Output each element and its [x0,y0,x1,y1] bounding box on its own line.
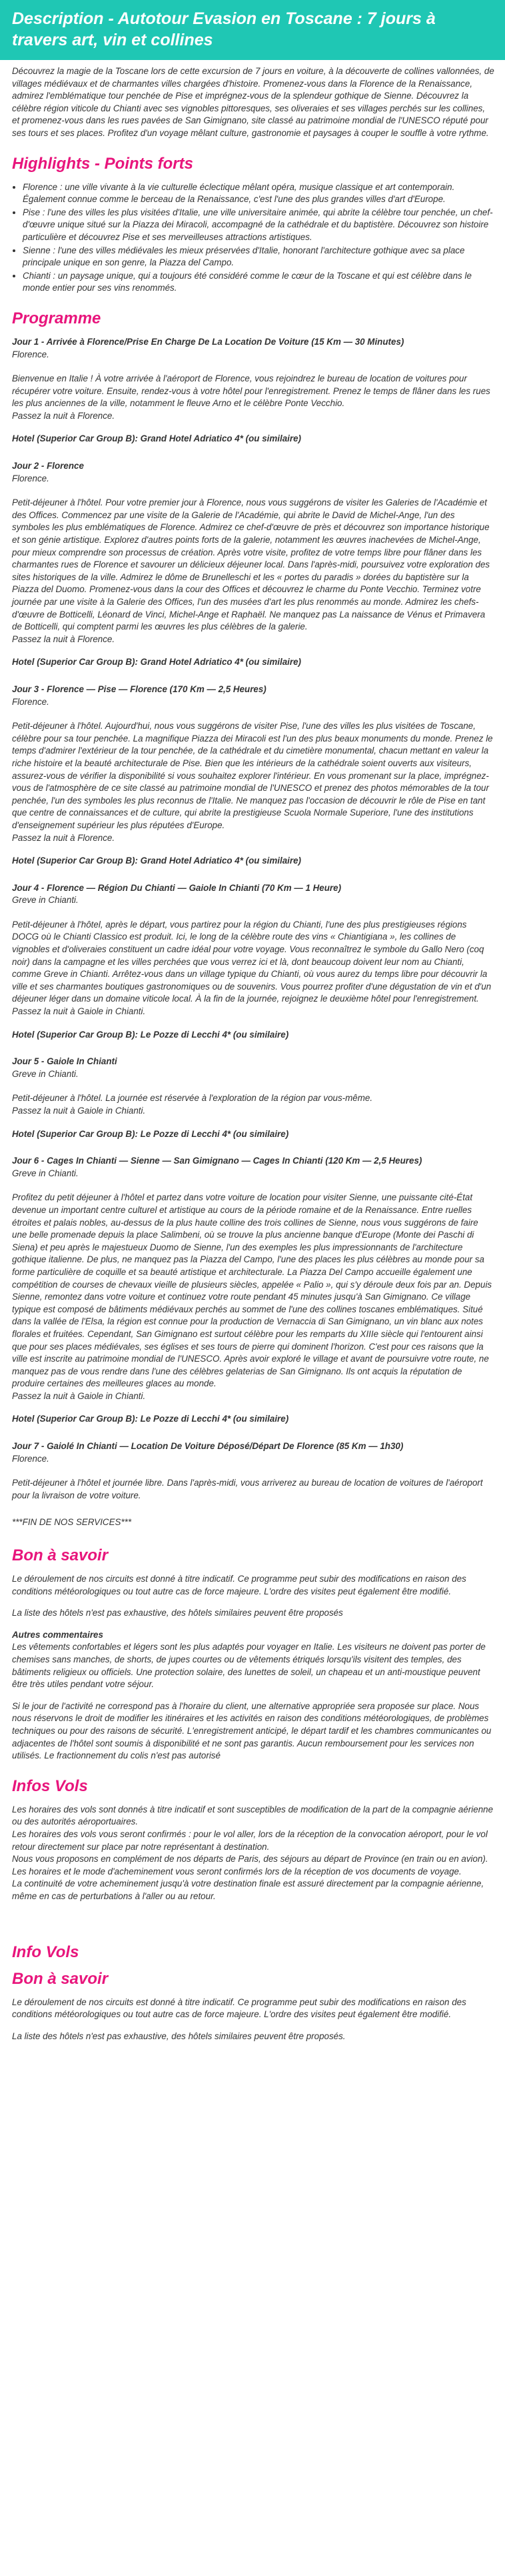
day-5 [12,1056,494,1140]
day-city: Florence. [12,696,49,707]
highlight-item: • Chianti : un paysage unique, qui a toujours été considéré comme le cœur de la Toscane et qui est célèbre dans le monde entier pour ses vins renommés. [23,270,494,295]
info-heading-2: Bon à savoir [12,1969,109,1988]
day-2 [12,460,494,669]
info-subheading: Autres commentaires [12,1629,103,1640]
day-text: Petit-déjeuner à l'hôtel. La journée est réservée à l'exploration de la région par vous-même. Passez la nuit à Gaiole in Chianti. [12,1093,373,1116]
info-text: Le déroulement de nos circuits est donné à titre indicatif. Ce programme peut subir des modifications en raison des conditions météorologiques ou tout autre cas de force majeure. L'ordre des visites peut également être modifié. [12,1997,466,2020]
day-6 [12,1155,494,1426]
spacer [12,1903,494,1928]
day-hotel: Hotel (Superior Car Group B): Le Pozze di Lecchi 4* (ou similaire) [12,1414,289,1424]
info-text: Les vêtements confortables et légers sont les plus adaptés pour voyager en Italie. Les visiteurs ne doivent pas porter de chemises sans manches, de shorts, de jupes courtes ou de vêtements étriqués lorsqu'ils visitent des temples, des bâtiments religieux ou officiels. Une protection solaire, des lunettes de soleil, un chapeau et un anti-moustique peuvent être très utiles pendant votre séjour. [12,1642,486,1690]
day-city: Florence. [12,473,49,483]
highlight-item: • Pise : l'une des villes les plus visitées d'Italie, une ville universitaire animée, qui abrite la célèbre tour penchée, un chef-d'œuvre unique situé sur la Piazza dei Miracoli, accompagné de la cathédrale et du baptistère. Découvrez son histoire particulière et découvrez Pise et ses merveilleuses attractions artistiques. [23,207,494,244]
day-7 [12,1440,494,1502]
vols-text: La continuité de votre acheminement jusqu'à votre destination finale est assuré directement par la compagnie aérienne, même en cas de perturbations à l'aller ou au retour. [12,1878,484,1901]
day-1 [12,336,494,445]
day-city: Florence. [12,349,49,359]
info-text: Si le jour de l'activité ne correspond pas à l'horaire du client, une alternative appropriée sera proposée sur place. Nous nous réservons le droit de modifier les itinéraires et les activités en raison des conditions météorologiques, de problèmes techniques ou pour des raisons de sécurité. L'enregistrement anticipé, le départ tardif et les chambres communicantes ou adjacentes de l'hôtel sont soumis à disponibilité et ne sont pas garantis. Aucun remboursement pour les services non utilisés. Le fractionnement du colis n'est pas autorisé [12,1700,492,1761]
highlights-list [12,181,494,295]
day-title: Jour 1 - Arrivée à Florence/Prise En Charge De La Location De Voiture (15 Km — 30 Minutes) [12,336,404,347]
day-hotel: Hotel (Superior Car Group B): Grand Hotel Adriatico 4* (ou similaire) [12,433,302,444]
day-title: Jour 2 - Florence [12,461,84,471]
highlights-heading: Highlights - Points forts [12,154,193,173]
day-city: Greve in Chianti. [12,1068,79,1079]
vols-text: Les horaires des vols sont donnés à titre indicatif et sont susceptibles de modification de la part de la compagnie aérienne ou des autorités aéroportuaires. [12,1804,494,1827]
day-text: Petit-déjeuner à l'hôtel. Aujourd'hui, nous vous suggérons de visiter Pise, l'une des villes les plus visitées de Toscane, célèbre pour sa tour penchée. La magnifique Piazza dei Miracoli est l'un des plus beaux monuments du monde. Prenez le temps d'admirer l'extérieur de la tour penchée, de la cathédrale et du cimetière monumental, chacun mettant en valeur la riche histoire et la beauté architecturale de Pise. Bien que les intérieurs de la cathédrale soient ouverts aux visiteurs, assurez-vous de vérifier la disponibilité si vous souhaitez explorer l'intérieur. En vous promenant sur la place, imprégnez-vous de l'atmosphère de ce site classé au patrimoine mondial de l'UNESCO et prenez des photos mémorables de la tour penchée, l'un des symboles les plus reconnus de l'Italie. Ne manquez pas l'occasion de découvrir le rôle de Pise en tant que centre de connaissances et de culture, qui abrite la prestigieuse Scuola Normale Superiore, l'une des institutions d'enseignement supérieur les plus réputées d'Europe. Passez la nuit à Florence. [12,721,493,843]
day-hotel: Hotel (Superior Car Group B): Le Pozze di Lecchi 4* (ou similaire) [12,1029,289,1040]
day-city: Greve in Chianti. [12,1168,79,1178]
day-text: Petit-déjeuner à l'hôtel, après le départ, vous partirez pour la région du Chianti, l'une des plus prestigieuses régions DOCG où le Chianti Classico est produit. Ici, le long de la célèbre route des vins « Chiantigiana », les collines de vignobles et d'oliveraies constituent un cadre idéal pour votre voyage. Vous reconnaîtrez le symbole du Gallo Nero (coq noir) dans la campagne et les villes perchées que vous verrez ici et là, dont beaucoup doivent leur nom au Chianti, comme Greve in Chianti. Arrêtez-vous dans un village typique du Chianti, où vous aurez du temps libre pour découvrir la ville et ses charmantes boutiques gastronomiques ou de souvenirs. Vous pourrez profiter d'une dégustation de vin et d'un déjeuner léger dans un domaine viticole local. À la fin de la journée, rejoignez le deuxième hôtel pour l'enregistrement. Passez la nuit à Gaiole in Chianti. [12,919,492,1017]
main-content [0,60,505,2043]
vols-text: Nous vous proposons en complément de nos départs de Paris, des séjours au départ de Province (en train ou en avion). Les horaires et le mode d'acheminement vous seront confirmés lors de la réception de vos documents de voyage. [12,1854,488,1876]
vols-heading-2: Info Vols [12,1943,79,1961]
vols-text: Les horaires des vols vous seront confirmés : pour le vol aller, lors de la réception de la convocation aéroport, pour le vol retour directement sur place par notre représentant à destination. [12,1828,488,1852]
day-hotel: Hotel (Superior Car Group B): Le Pozze di Lecchi 4* (ou similaire) [12,1128,289,1139]
highlight-item: • Sienne : l'une des villes médiévales les mieux préservées d'Italie, honorant l'architecture gothique avec sa place principale unique en son genre, la Piazza del Campo. [23,245,494,269]
day-3 [12,684,494,868]
intro-text: Découvrez la magie de la Toscane lors de cette excursion de 7 jours en voiture, à la découverte de collines vallonnées, de villages médiévaux et de charmantes villes chargées d'histoire. Promenez-vous dans la Florence de la Renaissance, admirez l'emblématique tour penchée de Pise et imprégnez-vous de la splendeur gothique de Sienne. Découvrez la célèbre région viticole du Chianti avec ses vignobles pittoresques, ses oliveraies et ses villages perchés sur les collines, et promenez-vous dans les rues pavées de San Gimignano, site classé au patrimoine mondial de l'UNESCO réputé pour ses tours et ses places. Profitez d'un voyage mêlant culture, gastronomie et paysages à couper le souffle à votre rythme. [12,66,494,138]
page-title: Description - Autotour Evasion en Toscane : 7 jours à travers art, vin et collines [0,0,505,60]
vols-heading: Infos Vols [12,1776,88,1795]
info-text: La liste des hôtels n'est pas exhaustive, des hôtels similaires peuvent être proposés. [12,2031,346,2041]
day-title: Jour 7 - Gaiolé In Chianti — Location De Voiture Déposé/Départ De Florence (85 Km — 1h30) [12,1441,404,1452]
day-title: Jour 6 - Cages In Chianti — Sienne — San Gimignano — Cages In Chianti (120 Km — 2,5 Heures) [12,1156,422,1166]
info-heading: Bon à savoir [12,1546,109,1565]
day-title: Jour 3 - Florence — Pise — Florence (170 Km — 2,5 Heures) [12,684,266,694]
day-city: Florence. [12,1453,49,1464]
info-text: Le déroulement de nos circuits est donné à titre indicatif. Ce programme peut subir des modifications en raison des conditions météorologiques ou tout autre cas de force majeure. L'ordre des visites peut également être modifié. [12,1574,466,1596]
day-text: Profitez du petit déjeuner à l'hôtel et partez dans votre voiture de location pour visiter Sienne, une puissante cité-État devenue un important centre culturel et artistique au cours de la période romaine et de la Renaissance. Entre ruelles étroites et palais nobles, au-dessus de la plus haute colline des trois collines de Sienne, nous vous suggérons de faire une belle promenade depuis la place Salimbeni, où se trouve la plus ancienne banque d'Europe (Monte dei Paschi di Siena) et peu après le majestueux Duomo de Sienne, l'un des exemples les plus impressionnants de l'architecture gothique italienne. De plus, ne manquez pas la Piazza del Campo, l'une des places les plus célèbres au monde pour sa forme particulière de coquille et sa beauté artistique et architecturale. La Piazza Del Campo accueille également une compétition de courses de chevaux vieille de plusieurs siècles, appelée « Palio », qui s'y déroule deux fois par an. Depuis Sienne, remontez dans votre voiture et continuez votre route pendant 45 minutes jusqu'à San Gimignano. Ce village typique est composé de bâtiments médiévaux perchés au sommet de l'une des collines toscanes emblématiques. Situé dans la vallée de l'Elsa, la région est connue pour la production de Vernaccia di San Gimignano, un vin blanc aux notes florales et fruitées. Cependant, San Gimignano est surtout célèbre pour les remparts du XIIIe siècle qui l'entourent ainsi que pour ses places médiévales, ses églises et ses tours de pierre qui dominent l'horizon. C'est pour ces raisons que la ville est inscrite au patrimoine mondial de l'UNESCO. Après avoir exploré le village et avant de poursuivre votre route, ne manquez pas de vous rendre dans l'une des célèbres gelaterias de San Gimignano. Ils ont acquis la réputation de produire certaines des meilleures glaces au monde. Passez la nuit à Gaiole in Chianti. [12,1192,492,1401]
day-city: Greve in Chianti. [12,895,79,906]
day-4 [12,882,494,1042]
day-text: Petit-déjeuner à l'hôtel et journée libre. Dans l'après-midi, vous arriverez au bureau de location de voitures de l'aéroport pour la livraison de votre voiture. [12,1478,483,1500]
day-hotel: Hotel (Superior Car Group B): Grand Hotel Adriatico 4* (ou similaire) [12,657,302,668]
day-title: Jour 5 - Gaiole In Chianti [12,1056,117,1067]
day-text: Petit-déjeuner à l'hôtel. Pour votre premier jour à Florence, nous vous suggérons de visiter les Galeries de l'Académie et des Offices. Commencez par une visite de la Galerie de l'Académie, qui abrite le David de Michel-Ange, l'un des symboles les plus emblématiques de Florence. Admirez ce chef-d'œuvre de près et découvrez son importance historique et son génie artistique. Explorez d'autres points forts de la galerie, notamment les œuvres inachevées de Michel-Ange, pour mieux comprendre son processus de création. Après votre visite, profitez de votre temps libre pour flâner dans les charmantes rues de Florence et savourer un délicieux déjeuner local. Dans l'après-midi, poursuivez votre exploration des sites historiques de la ville. Admirez le dôme de Brunelleschi et les « portes du paradis » dorées du baptistère sur la Piazza del Duomo. Promenez-vous dans la cour des Offices et découvrez le charme du Ponte Vecchio. Terminez votre journée par une visite à la Galerie des Offices, l'un des musées d'art les plus renommés au monde. Admirez les chefs-d'œuvre de Botticelli, Léonard de Vinci, Michel-Ange et Raphaël. Ne manquez pas La naissance de Vénus et Primavera de Botticelli, qui comptent parmi les œuvres les plus célèbres de la galerie. Passez la nuit à Florence. [12,497,490,644]
info-text: La liste des hôtels n'est pas exhaustive, des hôtels similaires peuvent être proposés [12,1608,343,1618]
highlight-item: • Florence : une ville vivante à la vie culturelle éclectique mêlant opéra, musique classique et art contemporain. Également connue comme le berceau de la Renaissance, c'est l'une des plus grandes villes d'art d'Europe. [23,181,494,206]
day-hotel: Hotel (Superior Car Group B): Grand Hotel Adriatico 4* (ou similaire) [12,856,302,866]
programme-heading: Programme [12,309,101,327]
end-of-services: ***FIN DE NOS SERVICES*** [12,1517,132,1528]
day-title: Jour 4 - Florence — Région Du Chianti — Gaiole In Chianti (70 Km — 1 Heure) [12,882,342,893]
day-text: Bienvenue en Italie ! À votre arrivée à l'aéroport de Florence, vous rejoindrez le bureau de location de voitures pour récupérer votre voiture. Ensuite, rendez-vous à votre hôtel pour l'enregistrement. Prenez le temps de flâner dans les rues les plus anciennes de la ville, notamment le fleuve Arno et le célèbre Ponte Vecchio. Passez la nuit à Florence. [12,373,490,421]
